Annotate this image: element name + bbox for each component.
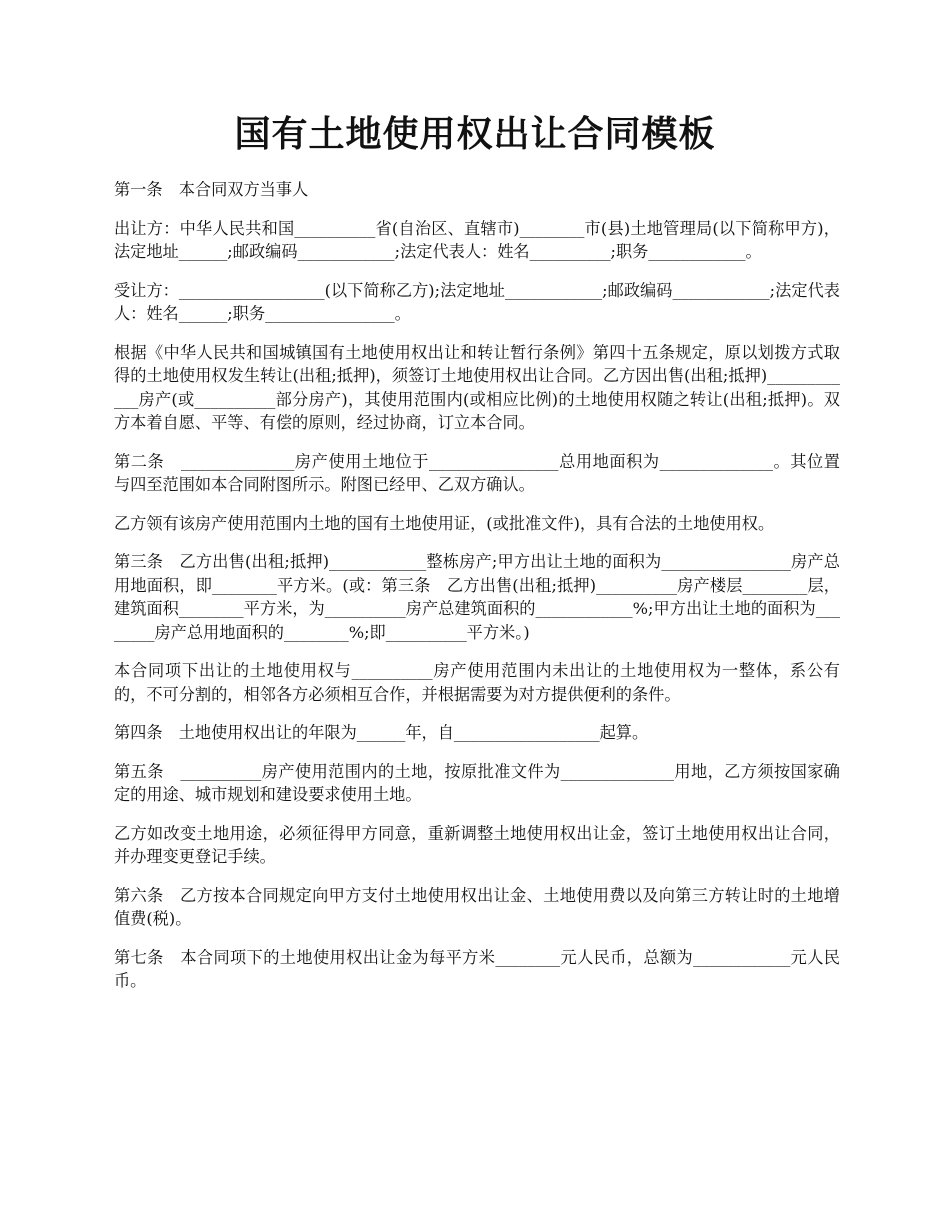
article-5-paragraph: 第五条 __________房产使用范围内的土地，按原批准文件为______________用地，乙方须按国家确定的用途、城市规划和建设要求使用土地。 — [114, 761, 840, 804]
land-use-change-paragraph: 乙方如改变土地用途，必须征得甲方同意，重新调整土地使用权出让金，签订土地使用权出让合同，并办理变更登记手续。 — [114, 823, 840, 866]
legal-basis-paragraph: 根据《中华人民共和国城镇国有土地使用权出让和转让暂行条例》第四十五条规定，原以划拨方式取得的土地使用权发生转让(出租;抵押)，须签订土地使用权出让合同。乙方因出售(出租;抵押)____________房产(或__________部分房产)，其使用范围内(或相应比例)的土地使用权随之转让(出租;抵押)。双方本着自愿、平等、有偿的原则，经过协商，订立本合同。 — [114, 342, 840, 432]
document-title: 国有土地使用权出让合同模板 — [234, 113, 716, 155]
document-body — [114, 178, 840, 1008]
article-2-paragraph: 第二条 ______________房产使用土地位于________________总用地面积为______________。其位置与四至范围如本合同附图所示。附图已经甲、乙双方确认。 — [114, 451, 840, 494]
article-4-paragraph: 第四条 土地使用权出让的年限为______年，自__________________起算。 — [114, 723, 649, 742]
land-certificate-paragraph: 乙方领有该房产使用范围内土地的国有土地使用证，(或批准文件)，具有合法的土地使用权。 — [114, 513, 775, 533]
article-7-paragraph: 第七条 本合同项下的土地使用权出让金为每平方米________元人民币，总额为____________元人民币。 — [114, 947, 840, 990]
grantor-paragraph: 出让方：中华人民共和国__________省(自治区、直辖市)________市(县)土地管理局(以下简称甲方)，法定地址______;邮政编码____________;法定代表人：姓名__________;职务____________。 — [114, 218, 840, 261]
article-1-heading: 第一条 本合同双方当事人 — [114, 180, 309, 199]
article-3-paragraph: 第三条 乙方出售(出租;抵押)____________整栋房产;甲方出让土地的面积为________________房产总用地面积，即________平方米。(或：第三条 乙方出售(出租;抵押)__________房产楼层________层，建筑面积________平方米，为__________房产总建筑面积的____________%;甲方出让土地的面积为________房产总用地面积的________%;即__________平方米。) — [114, 552, 840, 642]
article-6-paragraph: 第六条 乙方按本合同规定向甲方支付土地使用权出让金、土地使用费以及向第三方转让时的土地增值费(税)。 — [114, 885, 840, 928]
grantee-paragraph: 受让方：__________________(以下简称乙方);法定地址____________;邮政编码____________;法定代表人：姓名______;职务________________。 — [114, 280, 840, 323]
undivided-land-paragraph: 本合同项下出让的土地使用权与__________房产使用范围内未出让的土地使用权为一整体，系公有的，不可分割的，相邻各方必须相互合作，并根据需要为对方提供便利的条件。 — [114, 661, 840, 704]
